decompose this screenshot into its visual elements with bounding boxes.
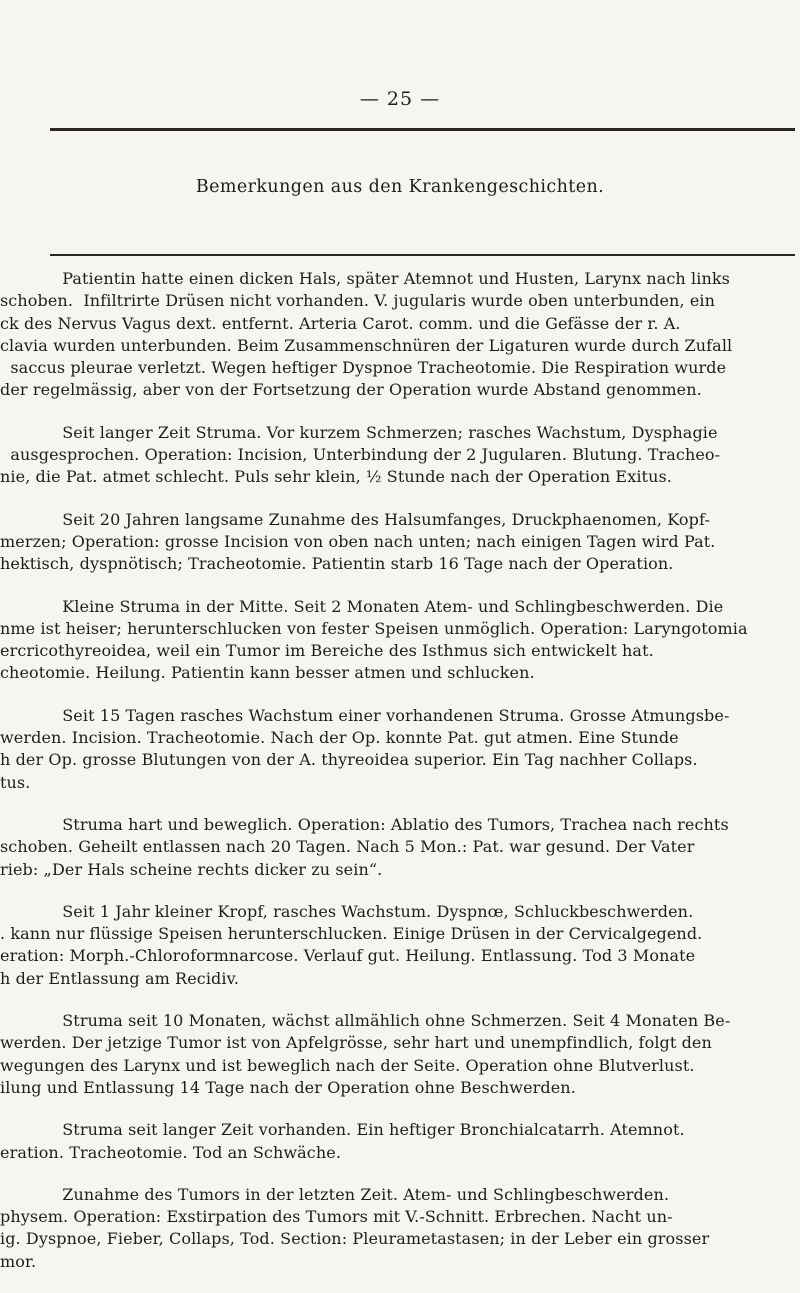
- case-paragraph: [0, 1184, 792, 1273]
- text-line: ck des Nervus Vagus dext. entfernt. Arteria Carot. comm. und die Gefässe der r. A.: [0, 313, 681, 333]
- text-line: tus.: [0, 772, 31, 792]
- text-line: ausgesprochen. Operation: Incision, Unterbindung der 2 Jugularen. Blutung. Tracheo-: [0, 445, 721, 465]
- case-paragraph: [0, 901, 792, 990]
- text-line: merzen; Operation: grosse Incision von oben nach unten; nach einigen Tagen wird Pat.: [0, 531, 716, 551]
- text-line: Patientin hatte einen dicken Hals, später Atemnot und Husten, Larynx nach links: [0, 269, 730, 288]
- text-line: wegungen des Larynx und ist beweglich nach der Seite. Operation ohne Blutverlust.: [0, 1055, 695, 1075]
- title-divider: [50, 254, 795, 256]
- text-line: Seit langer Zeit Struma. Vor kurzem Schmerzen; rasches Wachstum, Dysphagie: [0, 422, 718, 442]
- text-line: schoben. Infiltrirte Drüsen nicht vorhanden. V. jugularis wurde oben unterbunden, ein: [0, 291, 716, 311]
- text-line: ilung und Entlassung 14 Tage nach der Operation ohne Beschwerden.: [0, 1077, 576, 1097]
- section-title: Bemerkungen aus den Krankengeschichten.: [195, 177, 605, 197]
- text-line: hektisch, dyspnötisch; Tracheotomie. Patientin starb 16 Tage nach der Operation.: [0, 554, 674, 574]
- text-line: werden. Incision. Tracheotomie. Nach der Op. konnte Pat. gut atmen. Eine Stunde: [0, 728, 679, 748]
- case-paragraph: [0, 596, 792, 685]
- text-line: eration. Tracheotomie. Tod an Schwäche.: [0, 1142, 342, 1162]
- text-line: der regelmässig, aber von der Fortsetzung der Operation wurde Abstand genommen.: [0, 380, 702, 400]
- text-line: Zunahme des Tumors in der letzten Zeit. Atem- und Schlingbeschwerden.: [0, 1184, 670, 1204]
- text-line: cheotomie. Heilung. Patientin kann besser atmen und schlucken.: [0, 663, 535, 683]
- text-line: Seit 15 Tagen rasches Wachstum einer vorhandenen Struma. Grosse Atmungsbe-: [0, 705, 730, 725]
- text-line: mor.: [0, 1251, 37, 1271]
- text-line: h der Entlassung am Recidiv.: [0, 968, 240, 988]
- case-paragraph: [0, 814, 792, 881]
- top-divider: [50, 128, 795, 131]
- case-paragraph: [0, 509, 792, 576]
- text-line: Struma seit 10 Monaten, wächst allmählich ohne Schmerzen. Seit 4 Monaten Be-: [0, 1011, 731, 1031]
- text-line: Struma seit langer Zeit vorhanden. Ein heftiger Bronchialcatarrh. Atemnot.: [0, 1120, 685, 1140]
- text-line: nme ist heiser; herunterschlucken von fester Speisen unmöglich. Operation: Laryngotomia: [0, 618, 748, 638]
- text-line: Seit 1 Jahr kleiner Kropf, rasches Wachstum. Dyspnœ, Schluckbeschwerden.: [0, 901, 694, 921]
- text-line: Kleine Struma in der Mitte. Seit 2 Monaten Atem- und Schlingbeschwerden. Die: [0, 596, 724, 616]
- text-line: Struma hart und beweglich. Operation: Ablatio des Tumors, Trachea nach rechts: [0, 814, 729, 834]
- case-paragraph: [0, 1010, 792, 1099]
- text-line: eration: Morph.-Chloroformnarcose. Verlauf gut. Heilung. Entlassung. Tod 3 Monate: [0, 946, 696, 966]
- text-line: saccus pleurae verletzt. Wegen heftiger Dyspnoe Tracheotomie. Die Respiration wurde: [0, 358, 727, 378]
- text-line: . kann nur flüssige Speisen herunterschlucken. Einige Drüsen in der Cervicalgegend.: [0, 924, 703, 944]
- text-line: werden. Der jetzige Tumor ist von Apfelgrösse, sehr hart und unempfindlich, folgt den: [0, 1033, 712, 1053]
- text-line: clavia wurden unterbunden. Beim Zusammenschnüren der Ligaturen wurde durch Zufall: [0, 335, 733, 355]
- text-line: Seit 20 Jahren langsame Zunahme des Halsumfanges, Druckphaenomen, Kopf-: [0, 509, 710, 529]
- case-paragraph: [0, 422, 792, 489]
- text-line: physem. Operation: Exstirpation des Tumors mit V.-Schnitt. Erbrechen. Nacht un-: [0, 1207, 673, 1227]
- text-line: rieb: „Der Hals scheine rechts dicker zu sein“.: [0, 859, 383, 879]
- text-line: h der Op. grosse Blutungen von der A. thyreoidea superior. Ein Tag nachher Collaps.: [0, 750, 698, 770]
- page-number: — 25 —: [359, 88, 441, 110]
- case-paragraph: [0, 268, 792, 402]
- text-line: nie, die Pat. atmet schlecht. Puls sehr klein, ½ Stunde nach der Operation Exitus.: [0, 467, 672, 487]
- case-paragraph: [0, 1119, 792, 1164]
- text-line: ercricothyreoidea, weil ein Tumor im Bereiche des Isthmus sich entwickelt hat.: [0, 641, 654, 661]
- case-notes-body: [0, 268, 792, 1293]
- case-paragraph: [0, 705, 792, 794]
- text-line: ig. Dyspnoe, Fieber, Collaps, Tod. Section: Pleurametastasen; in der Leber ein grosser: [0, 1229, 710, 1249]
- text-line: schoben. Geheilt entlassen nach 20 Tagen. Nach 5 Mon.: Pat. war gesund. Der Vater: [0, 837, 695, 857]
